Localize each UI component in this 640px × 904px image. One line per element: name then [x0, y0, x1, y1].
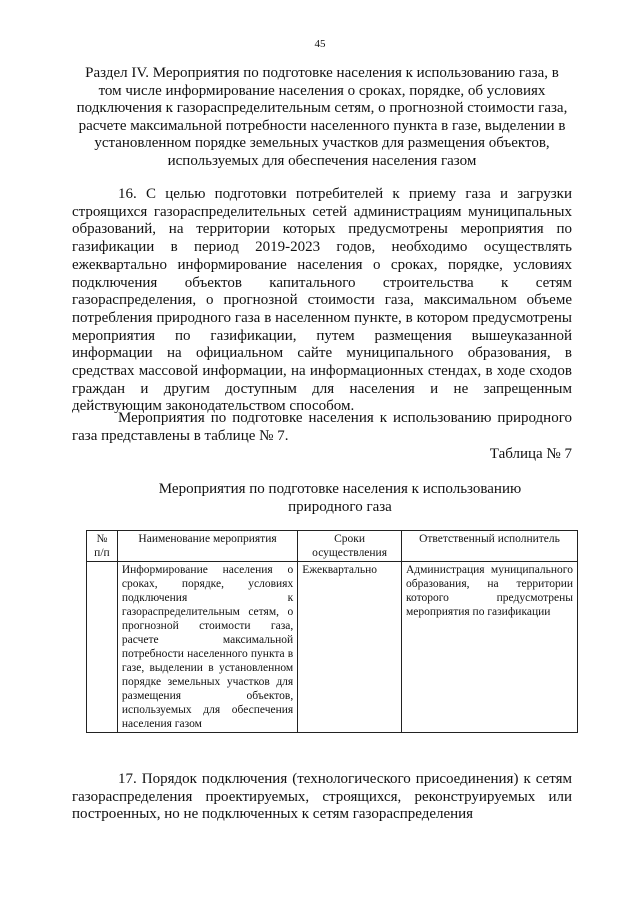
header-responsible: Ответственный исполнитель — [401, 531, 577, 562]
table-title: Мероприятия по подготовке населения к использованию природного газа — [158, 481, 522, 515]
cell-responsible: Администрация муниципального образования, на территории которого предусмотрены мероприятия по газификации — [401, 562, 577, 733]
table-label: Таблица № 7 — [489, 446, 572, 462]
cell-timing: Ежеквартально — [298, 562, 402, 733]
header-event-name: Наименование мероприятия — [117, 531, 297, 562]
paragraph-events: Мероприятия по подготовке населения к использованию природного газа представлены в таблице № 7. — [72, 410, 572, 444]
table-header-row — [87, 531, 578, 562]
paragraph-16: 16. С целью подготовки потребителей к приему газа и загрузки строящихся газораспределительных сетей администрациям муниципальных образований, на территории которых предусмотрены мероприятия по газификации в период 2019-2023 годов, необходимо осуществлять ежеквартально информирование населения о сроках, порядке, условиях подключения объектов капитального строительства к сетям газораспределения, о прогнозной стоимости газа, максимальном объеме потребления природного газа в населенном пункте, в котором предусмотрены мероприятия по газификации, путем размещения вышеуказанной информации на официальном сайте муниципального образования, в средствах массовой информации, на информационных стендах, в ходе сходов граждан и другим доступным для населения и не запрещенным действующим законодательством способом. — [72, 186, 572, 415]
section-title: Раздел IV. Мероприятия по подготовке населения к использованию газа, в том числе информирование населения о сроках, порядке, об условиях подключения к газораспределительным сетям, о прогнозной стоимости газа, расчете максимальной потребности населенного пункта в газе, выделении в установленном порядке земельных участков для размещения объектов, используемых для обеспечения населения газом — [76, 65, 568, 169]
cell-event-name: Информирование населения о сроках, порядке, условиях подключения к газораспределительным сетям, о прогнозной стоимости газа, расчете максимальной потребности населенного пункта в газе, выделении в установленном порядке земельных участков для размещения объектов, используемых для обеспечения населения газом — [117, 562, 297, 733]
events-table — [86, 530, 578, 733]
table-row — [87, 562, 578, 733]
page-number: 45 — [314, 38, 326, 50]
paragraph-17: 17. Порядок подключения (технологического присоединения) к сетям газораспределения проектируемых, строящихся, реконструируемых или построенных, но не подключенных к сетям газораспределения — [72, 771, 572, 823]
header-timing: Сроки осуществления — [298, 531, 402, 562]
cell-number — [87, 562, 118, 733]
header-number: № п/п — [87, 531, 118, 562]
